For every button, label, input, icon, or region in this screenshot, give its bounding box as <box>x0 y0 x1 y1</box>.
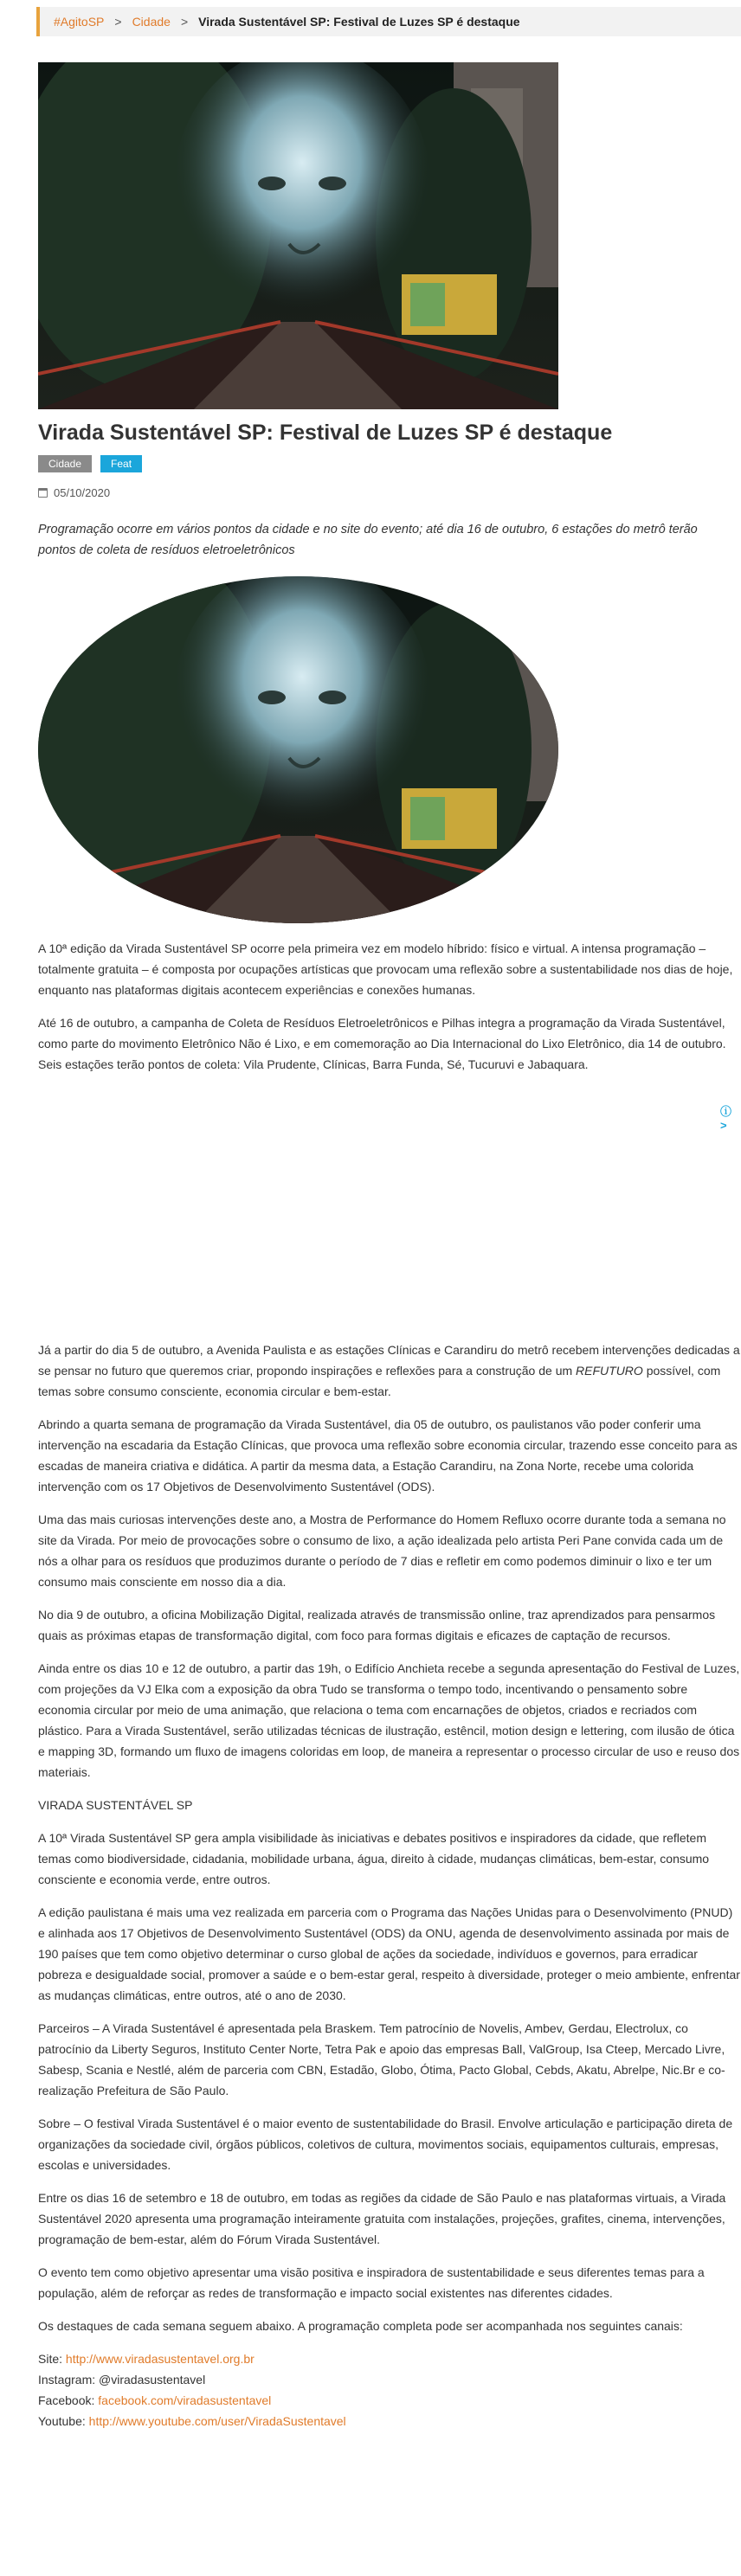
site-link[interactable]: http://www.viradasustentavel.org.br <box>65 2352 255 2366</box>
article-lead: Programação ocorre em vários pontos da cidade e no site do evento; até dia 16 de outubro, 6 estações do metrô terão pontos de coleta de resíduos eletroeletrônicos <box>38 523 698 557</box>
festival-projection-photo-oval <box>38 576 558 923</box>
youtube-link[interactable]: http://www.youtube.com/user/ViradaSustentavel <box>88 2414 346 2428</box>
ad-choices-icon[interactable]: ⓘ > <box>720 1105 732 1132</box>
paragraph: Sobre – O festival Virada Sustentável é o maior evento de sustentabilidade do Brasil. Envolve articulação e participação direta de organizações da sociedade civil, órgãos públicos, coletivos de cultura, movimentos sociais, equipamentos culturais, empresas, escolas e universidades. <box>38 2117 733 2172</box>
paragraph: Ainda entre os dias 10 e 12 de outubro, a partir das 19h, o Edifício Anchieta recebe a segunda apresentação do Festival de Luzes, com projeções da VJ Elka com a exposição da obra Tudo se transforma o tempo todo, incentivando o pensamento sobre economia circular por meio de uma animação, que relaciona o tema com encarnações de objetos, criados e recriados com plástico. Para a Virada Sustentável, serão utilizadas técnicas de ilustração, estêncil, motion design e lettering, com ilusão de ótica e mapping 3D, formando um fluxo de imagens coloridas em loop, de maneira a representar o processo circular de uso e reuso dos materiais. <box>38 1661 740 1779</box>
refuturo-term: REFUTURO <box>576 1364 643 1378</box>
festival-projection-photo <box>38 62 558 409</box>
publish-date <box>38 486 110 499</box>
tag-list <box>38 455 142 472</box>
instagram-line: Instagram: @viradasustentavel <box>38 2373 206 2386</box>
publish-date-text: 05/10/2020 <box>54 486 111 499</box>
paragraph: Abrindo a quarta semana de programação da Virada Sustentável, dia 05 de outubro, os paulistanos vão poder conferir uma intervenção na escadaria da Estação Clínicas, que provoca uma reflexão sobre economia circular, trazendo esse conceito para as escadas de maneira criativa e didática. A partir da mesma data, a Estação Carandiru, na Zona Norte, recebe uma colorida intervenção com os 17 Objetivos de Desenvolvimento Sustentável (ODS). <box>38 1417 738 1494</box>
youtube-line: Youtube: http://www.youtube.com/user/ViradaSustentavel <box>38 2414 346 2428</box>
paragraph: Até 16 de outubro, a campanha de Coleta de Resíduos Eletroeletrônicos e Pilhas integra a programação da Virada Sustentável, como parte do movimento Eletrônico Não é Lixo, e em comemoração ao Dia Internacional do Lixo Eletrônico, dia 14 de outubro. Seis estações terão pontos de coleta: Vila Prudente, Clínicas, Barra Funda, Sé, Tucuruvi e Jabaquara. <box>38 1016 726 1071</box>
paragraph: O evento tem como objetivo apresentar uma visão positiva e inspiradora de sustentabilidade e seus diferentes temas para a população, além de reforçar as redes de transformação e impacto social existentes nas diferentes cidades. <box>38 2265 705 2300</box>
paragraph: Os destaques de cada semana seguem abaixo. A programação completa pode ser acompanhada nos seguintes canais: <box>38 2319 683 2333</box>
paragraph: No dia 9 de outubro, a oficina Mobilização Digital, realizada através de transmissão online, traz aprendizados para pensarmos quais as próximas etapas de transformação digital, com foco para formas digitais e eficazes de captação de recursos. <box>38 1608 716 1642</box>
paragraph: Já a partir do dia 5 de outubro, a Avenida Paulista e as estações Clínicas e Carandiru do metrô recebem intervenções dedicadas a se pensar no futuro que queremos criar, propondo inspirações e reflexões para a construção de um REFUTURO possível, com temas sobre consumo consciente, economia circular e bem-estar. <box>38 1343 740 1398</box>
tag-feat[interactable]: Feat <box>100 455 142 472</box>
paragraph: Uma das mais curiosas intervenções deste ano, a Mostra de Performance do Homem Refluxo ocorre durante toda a semana no site da Virada. Por meio de provocações sobre o consumo de lixo, a ação idealizada pelo artista Peri Pane convida cada um de nós a olhar para os resíduos que produzimos durante o período de 7 dias e refletir em como podemos diminuir o lixo e ter um consumo mais consciente em nosso dia a dia. <box>38 1513 726 1589</box>
breadcrumb-current: Virada Sustentável SP: Festival de Luzes SP é destaque <box>198 15 520 29</box>
facebook-link[interactable]: facebook.com/viradasustentavel <box>98 2393 272 2407</box>
breadcrumb <box>36 7 741 36</box>
breadcrumb-section-link[interactable]: Cidade <box>132 15 171 29</box>
calendar-icon <box>38 488 48 498</box>
site-line: Site: http://www.viradasustentavel.org.br <box>38 2352 255 2366</box>
paragraph: Entre os dias 16 de setembro e 18 de outubro, em todas as regiões da cidade de São Paulo e nas plataformas virtuais, a Virada Sustentável 2020 apresenta uma programação inteiramente gratuita com instalações, projeções, grafites, cinema, intervenções, programação de bem-estar, além do Fórum Virada Sustentável. <box>38 2191 726 2246</box>
paragraph: A 10ª edição da Virada Sustentável SP ocorre pela primeira vez em modelo híbrido: físico e virtual. A intensa programação – totalmente gratuita – é composta por ocupações artísticas que provocam uma reflexão sobre a sustentabilidade nos dias de hoje, enquanto nas plataformas digitais acontecem experiências e conexões humanas. <box>38 941 733 997</box>
hero-image <box>38 62 558 409</box>
tag-cidade[interactable]: Cidade <box>38 455 92 472</box>
oval-image <box>38 576 558 923</box>
channel-links <box>38 2348 741 2431</box>
article-title: Virada Sustentável SP: Festival de Luzes SP é destaque <box>38 421 613 445</box>
article-body-top <box>38 938 741 1087</box>
paragraph: A edição paulistana é mais uma vez realizada em parceria com o Programa das Nações Unidas para o Desenvolvimento (PNUD) e alinhada aos 17 Objetivos de Desenvolvimento Sustentável (ODS) da ONU, agenda de desenvolvimento assinada por mais de 190 países que tem como objetivo determinar o curso global de ações da sociedade, indivíduos e governos, para erradicar pobreza e desigualdade social, promover a saúde e o bem-estar geral, respeito à diversidade, proteger o meio ambiente, enfrentar as mudanças climáticas, entre outros, até o ano de 2030. <box>38 1905 740 2002</box>
paragraph: A 10ª Virada Sustentável SP gera ampla visibilidade às iniciativas e debates positivos e inspiradores da cidade, que refletem temas como biodiversidade, cidadania, mobilidade urbana, água, direito à cidade, mudanças climáticas, bem-estar, consumo consciente e economia verde, entre outros. <box>38 1831 710 1886</box>
section-heading: VIRADA SUSTENTÁVEL SP <box>38 1798 193 1812</box>
breadcrumb-separator: > <box>180 15 189 29</box>
article-body-main <box>38 1339 741 2431</box>
facebook-line: Facebook: facebook.com/viradasustentavel <box>38 2393 272 2407</box>
paragraph: Parceiros – A Virada Sustentável é apresentada pela Braskem. Tem patrocínio de Novelis, Ambev, Gerdau, Electrolux, co patrocínio da Liberty Seguros, Instituto Center Norte, Tetra Pak e apoio das empresas Ball, ValGroup, Isa Cteep, Mercado Livre, Sabesp, Scania e Nestlé, além de parceria com CBN, Estadão, Globo, Ótima, Pacto Global, Cebds, Akatu, Abrelpe, Nic.Br e co-realização Prefeitura de São Paulo. <box>38 2021 725 2097</box>
breadcrumb-home-link[interactable]: #AgitoSP <box>54 15 105 29</box>
breadcrumb-separator: > <box>114 15 122 29</box>
